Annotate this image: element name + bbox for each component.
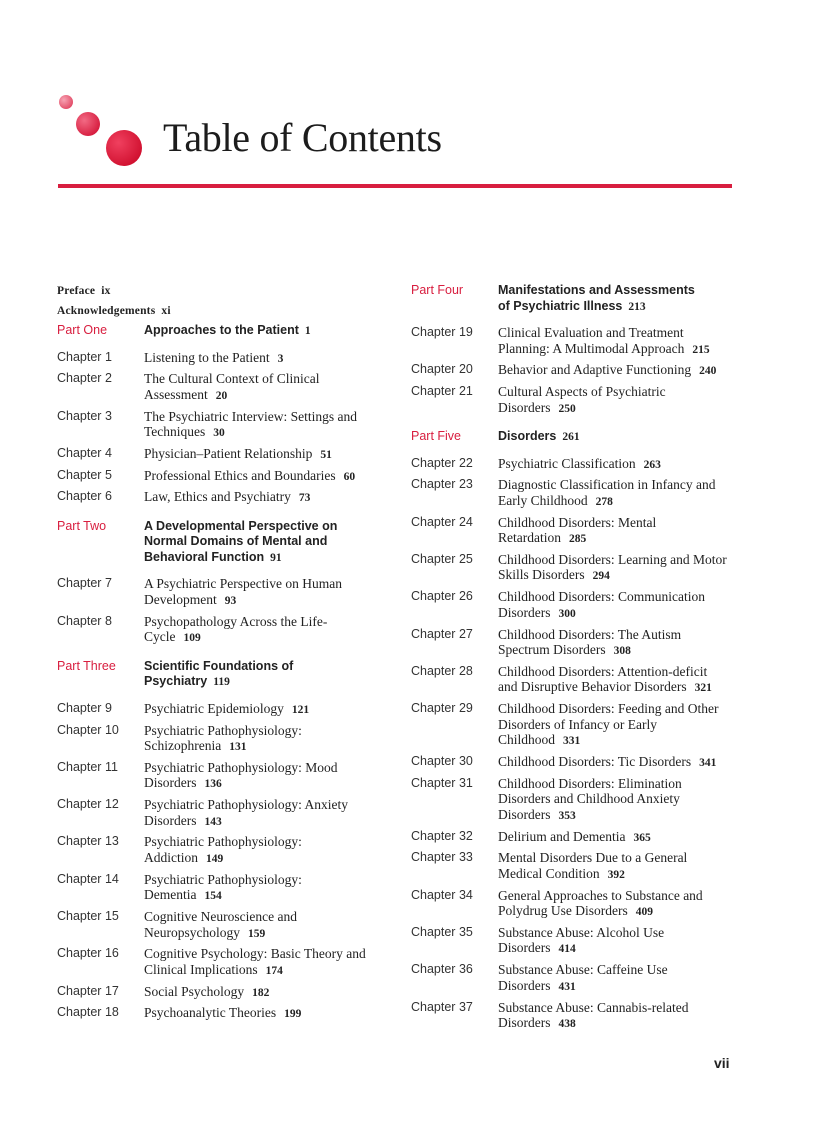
chapter-entry[interactable] <box>411 456 741 474</box>
chapter-title <box>144 834 376 867</box>
chapter-label: Chapter 4 <box>57 445 112 460</box>
chapter-title-text: Delirium and Dementia <box>498 828 626 844</box>
chapter-page: 174 <box>265 964 283 977</box>
chapter-page: 121 <box>291 703 310 716</box>
chapter-page: 143 <box>204 815 222 828</box>
chapter-label: Chapter 7 <box>57 576 112 591</box>
chapter-entry[interactable] <box>57 350 377 368</box>
front-matter-label: Acknowledgements <box>57 305 156 317</box>
chapter-entry[interactable] <box>57 371 377 404</box>
chapter-title <box>498 1000 730 1033</box>
chapter-label: Chapter 18 <box>57 1005 119 1020</box>
chapter-title-text: Cognitive Psychology: Basic Theory and Clinical Implications <box>144 946 366 977</box>
chapter-entry[interactable] <box>57 872 377 905</box>
chapter-entry[interactable] <box>411 829 741 847</box>
chapter-page: 414 <box>558 943 576 956</box>
chapter-title <box>498 925 730 958</box>
chapter-title-text: Listening to the Patient <box>144 349 270 365</box>
chapter-label: Chapter 17 <box>57 983 119 998</box>
chapter-title <box>144 489 376 507</box>
chapter-page: 131 <box>229 741 247 754</box>
chapter-label: Chapter 32 <box>411 828 473 843</box>
chapter-entry[interactable] <box>411 962 741 995</box>
part-label: Part Three <box>57 658 116 673</box>
chapter-title-text: Childhood Disorders: Mental Retardation <box>498 514 657 546</box>
chapter-title-text: Social Psychology <box>144 983 245 999</box>
chapter-title-text: Psychoanalytic Theories <box>144 1005 277 1021</box>
part-label: Part Five <box>411 429 462 444</box>
chapter-title <box>498 829 730 847</box>
chapter-title <box>144 701 376 719</box>
chapter-entry[interactable] <box>411 664 741 697</box>
chapter-label: Chapter 6 <box>57 489 112 504</box>
chapter-page: 331 <box>563 735 581 748</box>
chapter-title-text: Psychiatric Pathophysiology: Schizophrenia <box>144 722 302 754</box>
chapter-title <box>144 614 376 647</box>
chapter-page: 154 <box>204 890 222 903</box>
part-label: Part Two <box>57 518 107 533</box>
chapter-title-text: Childhood Disorders: Elimination Disorders and Childhood Anxiety Disorders <box>498 775 682 822</box>
chapter-page: 438 <box>558 1018 576 1031</box>
chapter-label: Chapter 15 <box>57 909 119 924</box>
chapter-label: Chapter 26 <box>411 589 473 604</box>
chapter-entry[interactable] <box>57 614 377 647</box>
chapter-title-text: Childhood Disorders: Tic Disorders <box>498 753 692 769</box>
decorative-dots <box>0 0 160 180</box>
chapter-page: 199 <box>284 1008 302 1021</box>
chapter-title <box>144 350 376 368</box>
chapter-label: Chapter 14 <box>57 871 119 886</box>
chapter-title-text: Law, Ethics and Psychiatry <box>144 489 291 505</box>
chapter-title <box>144 468 376 486</box>
part-title-text: Approaches to the Patient <box>144 323 299 337</box>
chapter-label: Chapter 30 <box>411 753 473 768</box>
chapter-title <box>498 962 730 995</box>
chapter-page: 20 <box>215 389 228 402</box>
dot-small <box>59 95 73 109</box>
chapter-title <box>144 446 376 464</box>
chapter-page: 60 <box>343 470 356 483</box>
chapter-label: Chapter 24 <box>411 514 473 529</box>
chapter-page: 431 <box>558 980 576 993</box>
chapter-page: 159 <box>247 927 266 940</box>
chapter-entry[interactable] <box>411 515 741 548</box>
part-heading[interactable] <box>57 659 377 691</box>
chapter-entry[interactable] <box>411 362 741 380</box>
left-parts <box>57 323 377 1023</box>
chapter-title <box>144 984 376 1002</box>
chapter-title <box>144 576 376 609</box>
chapter-page: 392 <box>607 868 625 881</box>
chapter-title <box>498 362 730 380</box>
chapter-title-text: Childhood Disorders: Communication Disorders <box>498 589 705 620</box>
chapter-entry[interactable] <box>411 627 741 660</box>
chapter-title <box>144 1005 376 1023</box>
chapter-entry[interactable] <box>411 325 741 358</box>
chapter-title <box>498 850 730 883</box>
chapter-label: Chapter 29 <box>411 701 473 716</box>
right-parts <box>411 283 741 1033</box>
chapter-entry[interactable] <box>57 760 377 793</box>
chapter-entry[interactable] <box>411 701 741 750</box>
chapter-label: Chapter 13 <box>57 834 119 849</box>
toc-left-column <box>57 283 377 1027</box>
chapter-label: Chapter 36 <box>411 962 473 977</box>
chapter-title-text: Psychopathology Across the Life-Cycle <box>144 613 328 645</box>
chapter-entry[interactable] <box>411 1000 741 1033</box>
part-label: Part Four <box>411 283 464 297</box>
chapter-title <box>498 515 730 548</box>
chapter-page: 215 <box>692 343 710 356</box>
chapter-title-text: Cultural Aspects of Psychiatric Disorders <box>498 384 666 415</box>
chapter-page: 149 <box>206 852 224 865</box>
chapter-title-text: Professional Ethics and Boundaries <box>144 467 336 483</box>
front-matter-preface[interactable] <box>57 283 377 303</box>
part-title-text: Disorders <box>498 429 557 444</box>
chapter-title <box>144 409 376 442</box>
chapter-title <box>144 760 376 793</box>
chapter-title-text: A Psychiatric Perspective on Human Development <box>144 576 342 607</box>
chapter-page: 93 <box>224 594 237 607</box>
chapter-label: Chapter 28 <box>411 663 473 678</box>
chapter-page: 3 <box>277 352 284 365</box>
chapter-label: Chapter 22 <box>411 455 473 470</box>
chapter-label: Chapter 21 <box>411 384 473 399</box>
chapter-title <box>498 552 730 585</box>
chapter-label: Chapter 11 <box>57 759 118 774</box>
chapter-label: Chapter 35 <box>411 924 473 939</box>
chapter-title-text: General Approaches to Substance and Polydrug Use Disorders <box>498 887 703 919</box>
chapter-page: 321 <box>694 682 712 695</box>
chapter-title <box>498 589 730 622</box>
chapter-page: 263 <box>643 458 661 471</box>
chapter-title <box>144 946 376 979</box>
chapter-title <box>498 754 730 772</box>
chapter-entry[interactable] <box>57 909 377 942</box>
part-heading[interactable] <box>57 519 377 567</box>
chapter-label: Chapter 5 <box>57 467 112 482</box>
chapter-title-text: Childhood Disorders: Learning and Motor Skills Disorders <box>498 551 727 583</box>
chapter-entry[interactable] <box>57 576 377 609</box>
chapter-title-text: Clinical Evaluation and Treatment Planning: A Multimodal Approach <box>498 325 685 356</box>
part-heading[interactable] <box>411 283 741 315</box>
chapter-entry[interactable] <box>411 776 741 825</box>
chapter-label: Chapter 34 <box>411 887 473 902</box>
chapter-title <box>498 664 730 697</box>
chapter-title-text: Diagnostic Classification in Infancy and Early Childhood <box>498 477 716 508</box>
chapter-entry[interactable] <box>57 834 377 867</box>
part-title-text: Scientific Foundations of Psychiatry <box>144 658 294 689</box>
chapter-page: 353 <box>558 809 576 822</box>
chapter-label: Chapter 10 <box>57 722 119 737</box>
page-title: Table of Contents <box>163 115 442 160</box>
chapter-title <box>144 723 376 756</box>
chapter-title-text: Psychiatric Pathophysiology: Anxiety Disorders <box>144 797 348 828</box>
chapter-page: 278 <box>595 495 613 508</box>
chapter-title-text: Mental Disorders Due to a General Medical Condition <box>498 850 688 881</box>
chapter-title <box>144 872 376 905</box>
chapter-label: Chapter 37 <box>411 999 473 1014</box>
chapter-title-text: Psychiatric Pathophysiology: Mood Disorders <box>144 759 338 791</box>
chapter-entry[interactable] <box>57 701 377 719</box>
chapter-title-text: Cognitive Neuroscience and Neuropsychology <box>144 909 297 940</box>
part-page: 119 <box>213 676 230 689</box>
chapter-entry[interactable] <box>57 468 377 486</box>
dot-medium <box>76 112 100 136</box>
front-matter-page: ix <box>101 285 111 297</box>
chapter-page: 30 <box>213 427 225 440</box>
front-matter-label: Preface <box>57 285 96 297</box>
part-title-text: Manifestations and Assessments of Psychiatric Illness <box>498 283 695 313</box>
chapter-page: 294 <box>592 570 610 583</box>
chapter-entry[interactable] <box>57 723 377 756</box>
chapter-title-text: Substance Abuse: Cannabis-related Disorders <box>498 999 689 1031</box>
chapter-entry[interactable] <box>57 984 377 1002</box>
part-heading[interactable] <box>411 429 741 446</box>
chapter-entry[interactable] <box>411 477 741 510</box>
part-title <box>498 429 698 446</box>
chapter-label: Chapter 2 <box>57 371 112 386</box>
toc-right-column <box>411 283 741 1037</box>
chapter-title-text: Substance Abuse: Alcohol Use Disorders <box>498 924 665 956</box>
chapter-page: 409 <box>635 906 653 919</box>
chapter-label: Chapter 19 <box>411 325 473 339</box>
chapter-page: 136 <box>204 778 222 791</box>
chapter-label: Chapter 9 <box>57 700 112 715</box>
chapter-entry[interactable] <box>411 888 741 921</box>
chapter-label: Chapter 33 <box>411 850 473 865</box>
chapter-label: Chapter 25 <box>411 551 473 566</box>
chapter-title <box>498 776 730 825</box>
dot-large <box>106 130 142 166</box>
chapter-title-text: Psychiatric Classification <box>498 455 636 471</box>
chapter-page: 365 <box>633 831 651 844</box>
chapter-entry[interactable] <box>57 489 377 507</box>
chapter-label: Chapter 12 <box>57 797 119 812</box>
chapter-title <box>144 909 376 942</box>
chapter-title <box>498 627 730 660</box>
chapter-entry[interactable] <box>411 589 741 622</box>
chapter-page: 73 <box>298 492 311 505</box>
chapter-title <box>498 456 730 474</box>
chapter-label: Chapter 1 <box>57 349 112 364</box>
chapter-title-text: The Psychiatric Interview: Settings and Techniques <box>144 408 357 440</box>
chapter-label: Chapter 31 <box>411 775 473 790</box>
part-title <box>144 659 344 691</box>
chapter-title <box>144 797 376 830</box>
chapter-page: 341 <box>699 756 717 769</box>
chapter-title <box>144 371 376 404</box>
chapter-label: Chapter 8 <box>57 613 112 628</box>
chapter-entry[interactable] <box>411 850 741 883</box>
part-page: 91 <box>270 551 282 564</box>
chapter-entry[interactable] <box>411 552 741 585</box>
chapter-entry[interactable] <box>57 409 377 442</box>
chapter-label: Chapter 27 <box>411 626 473 641</box>
part-page: 1 <box>304 325 311 337</box>
chapter-title-text: Psychiatric Pathophysiology: Dementia <box>144 871 302 903</box>
chapter-label: Chapter 20 <box>411 362 473 377</box>
chapter-title-text: Psychiatric Pathophysiology: Addiction <box>144 834 302 865</box>
part-title <box>144 323 344 340</box>
chapter-title-text: Physician–Patient Relationship <box>144 445 313 461</box>
chapter-title <box>498 325 730 358</box>
part-page: 261 <box>562 431 580 444</box>
chapter-label: Chapter 23 <box>411 477 473 492</box>
chapter-page: 300 <box>558 607 576 620</box>
chapter-title-text: Behavior and Adaptive Functioning <box>498 362 692 378</box>
part-heading[interactable] <box>57 323 377 340</box>
chapter-entry[interactable] <box>411 754 741 772</box>
chapter-title-text: Childhood Disorders: The Autism Spectrum Disorders <box>498 626 682 658</box>
chapter-title-text: Substance Abuse: Caffeine Use Disorders <box>498 962 668 993</box>
chapter-title-text: Childhood Disorders: Attention-deficit and Disruptive Behavior Disorders <box>498 663 708 695</box>
chapter-label: Chapter 3 <box>57 408 112 423</box>
chapter-entry[interactable] <box>57 446 377 464</box>
chapter-title-text: The Cultural Context of Clinical Assessment <box>144 371 320 402</box>
chapter-title <box>498 384 730 417</box>
chapter-page: 240 <box>699 365 717 378</box>
chapter-entry[interactable] <box>411 384 741 417</box>
chapter-page: 51 <box>320 448 332 461</box>
part-title <box>498 283 698 315</box>
part-label: Part One <box>57 323 108 337</box>
part-title <box>144 519 344 567</box>
chapter-title <box>498 701 730 750</box>
chapter-title-text: Psychiatric Epidemiology <box>144 700 284 716</box>
part-title-text: A Developmental Perspective on Normal Domains of Mental and Behavioral Function <box>144 518 338 564</box>
chapter-entry[interactable] <box>57 1005 377 1023</box>
chapter-title-text: Childhood Disorders: Feeding and Other Disorders of Infancy or Early Childhood <box>498 701 719 748</box>
chapter-title <box>498 888 730 921</box>
chapter-label: Chapter 16 <box>57 946 119 961</box>
part-page: 213 <box>628 300 646 313</box>
front-matter-page: xi <box>161 305 171 317</box>
chapter-page: 182 <box>252 986 270 999</box>
chapter-page: 109 <box>183 632 201 645</box>
chapter-entry[interactable] <box>411 925 741 958</box>
chapter-page: 308 <box>613 645 631 658</box>
page-number: vii <box>714 1055 730 1071</box>
chapter-entry[interactable] <box>57 946 377 979</box>
front-matter-acknowledgements[interactable] <box>57 303 377 323</box>
title-rule <box>58 184 732 188</box>
chapter-page: 285 <box>568 533 587 546</box>
chapter-entry[interactable] <box>57 797 377 830</box>
chapter-page: 250 <box>558 402 576 415</box>
chapter-title <box>498 477 730 510</box>
